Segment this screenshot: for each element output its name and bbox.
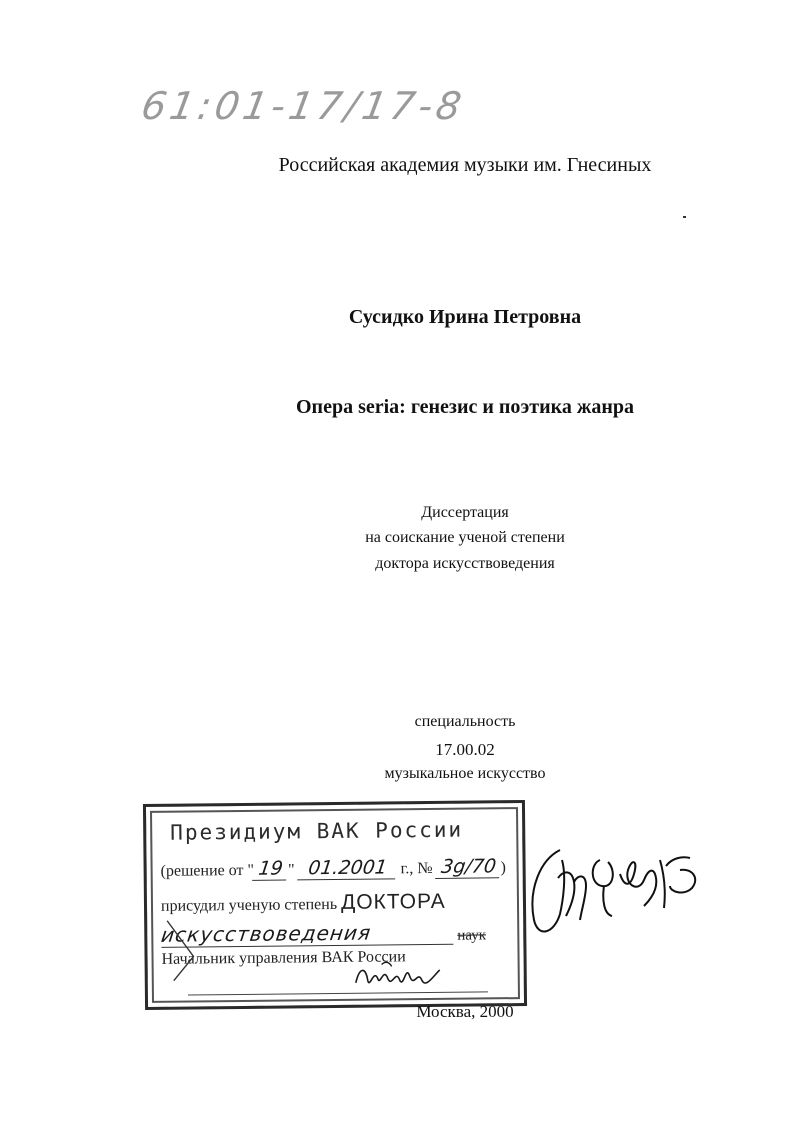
awarded-degree: ДОКТОРА (340, 889, 446, 914)
degree-purpose: на соискание ученой степени (365, 529, 565, 546)
author-name: Сусидко Ирина Петровна (348, 306, 582, 328)
stamp-inner (156, 809, 516, 999)
specialty-name: музыкальное искусство (384, 765, 546, 782)
stamp-awarded-line (161, 890, 446, 917)
scan-speck (683, 216, 686, 218)
stamp-decision-line (161, 855, 507, 882)
degree-name: доктора искусствоведения (375, 555, 555, 572)
stamp-official-signature (352, 958, 444, 993)
specialty-code: 17.00.02 (435, 740, 495, 759)
dissertation-title: Опера seria: генезис и поэтика жанра (295, 396, 635, 418)
field-suffix: наук (457, 927, 487, 944)
decision-prefix: (решение от " (160, 861, 255, 880)
field-handwritten: искусствоведения (159, 920, 373, 947)
city-and-year: Москва, 2000 (416, 1002, 514, 1021)
decision-month-year: 01.2001 (297, 856, 398, 880)
stamp-signature-line (188, 991, 488, 995)
institution-name: Российская академия музыки им. Гнесиных (278, 154, 652, 176)
stamp-field-line (161, 919, 486, 947)
decision-close: ) (500, 859, 506, 877)
stamp-corner-stroke (163, 916, 204, 986)
decision-day: 19 (253, 857, 290, 880)
field-underline (161, 920, 453, 948)
decision-quote: " (287, 861, 295, 879)
author-signature (520, 830, 710, 950)
stamp-head-line: Начальник управления ВАК России (161, 948, 406, 968)
awarded-prefix: присудил ученую степень (160, 895, 338, 915)
vak-stamp (143, 800, 527, 1010)
stamp-header: Президиум ВАК России (170, 817, 464, 845)
handwritten-catalog-code: 61:01-17/17-8 (138, 84, 469, 128)
decision-number: 3g/70 (435, 855, 502, 879)
specialty-label: специальность (414, 713, 516, 730)
decision-year-suffix: г., № (400, 859, 433, 878)
dissertation-label: Диссертация (421, 504, 509, 521)
